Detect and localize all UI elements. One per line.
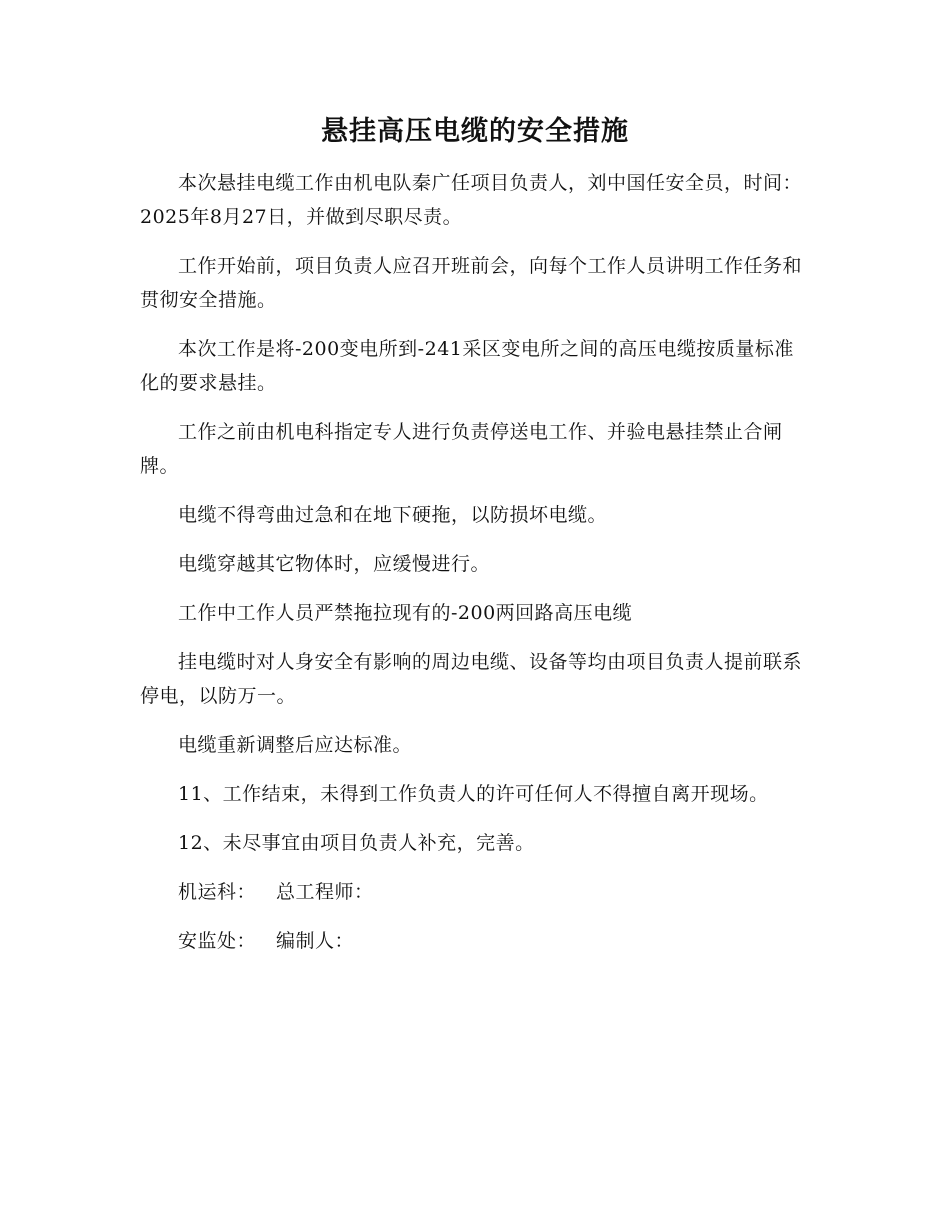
signature-label-author: 编制人： xyxy=(276,930,355,952)
paragraph-cable-crossing: 电缆穿越其它物体时，应缓慢进行。 xyxy=(178,553,491,575)
paragraph-supplement: 12、未尽事宜由项目负责人补充，完善。 xyxy=(178,832,535,854)
signature-label-mechanical-dept: 机运科： xyxy=(178,881,257,903)
signature-label-chief-engineer: 总工程师： xyxy=(276,881,374,903)
signature-line xyxy=(140,924,810,958)
signature-label-safety-dept: 安监处： xyxy=(178,930,257,952)
paragraph-nearby-equipment: 挂电缆时对人身安全有影响的周边电缆、设备等均由项目负责人提前联系停电，以防万一。 xyxy=(140,651,803,707)
paragraph-no-dragging: 工作中工作人员严禁拖拉现有的-200两回路高压电缆 xyxy=(178,602,633,624)
paragraph-work-scope: 本次工作是将-200变电所到-241采区变电所之间的高压电缆按质量标准化的要求悬挂。 xyxy=(140,338,794,394)
paragraph-standard: 电缆重新调整后应达标准。 xyxy=(178,734,413,756)
paragraph-responsibility: 本次悬挂电缆工作由机电队秦广任项目负责人，刘中国任安全员，时间：2025年8月27日，并做到尽职尽责。 xyxy=(140,172,803,228)
paragraph-cable-bending: 电缆不得弯曲过急和在地下硬拖，以防损坏电缆。 xyxy=(178,504,608,526)
signature-line xyxy=(140,875,810,909)
document-title: 悬挂高压电缆的安全措施 xyxy=(321,116,629,147)
paragraph-pre-shift-meeting: 工作开始前，项目负责人应召开班前会，向每个工作人员讲明工作任务和贯彻安全措施。 xyxy=(140,255,803,311)
paragraph-work-end: 11、工作结束，未得到工作负责人的许可任何人不得擅自离开现场。 xyxy=(178,783,769,805)
paragraph-power-cutoff: 工作之前由机电科指定专人进行负责停送电工作、并验电悬挂禁止合闸牌。 xyxy=(140,421,783,477)
